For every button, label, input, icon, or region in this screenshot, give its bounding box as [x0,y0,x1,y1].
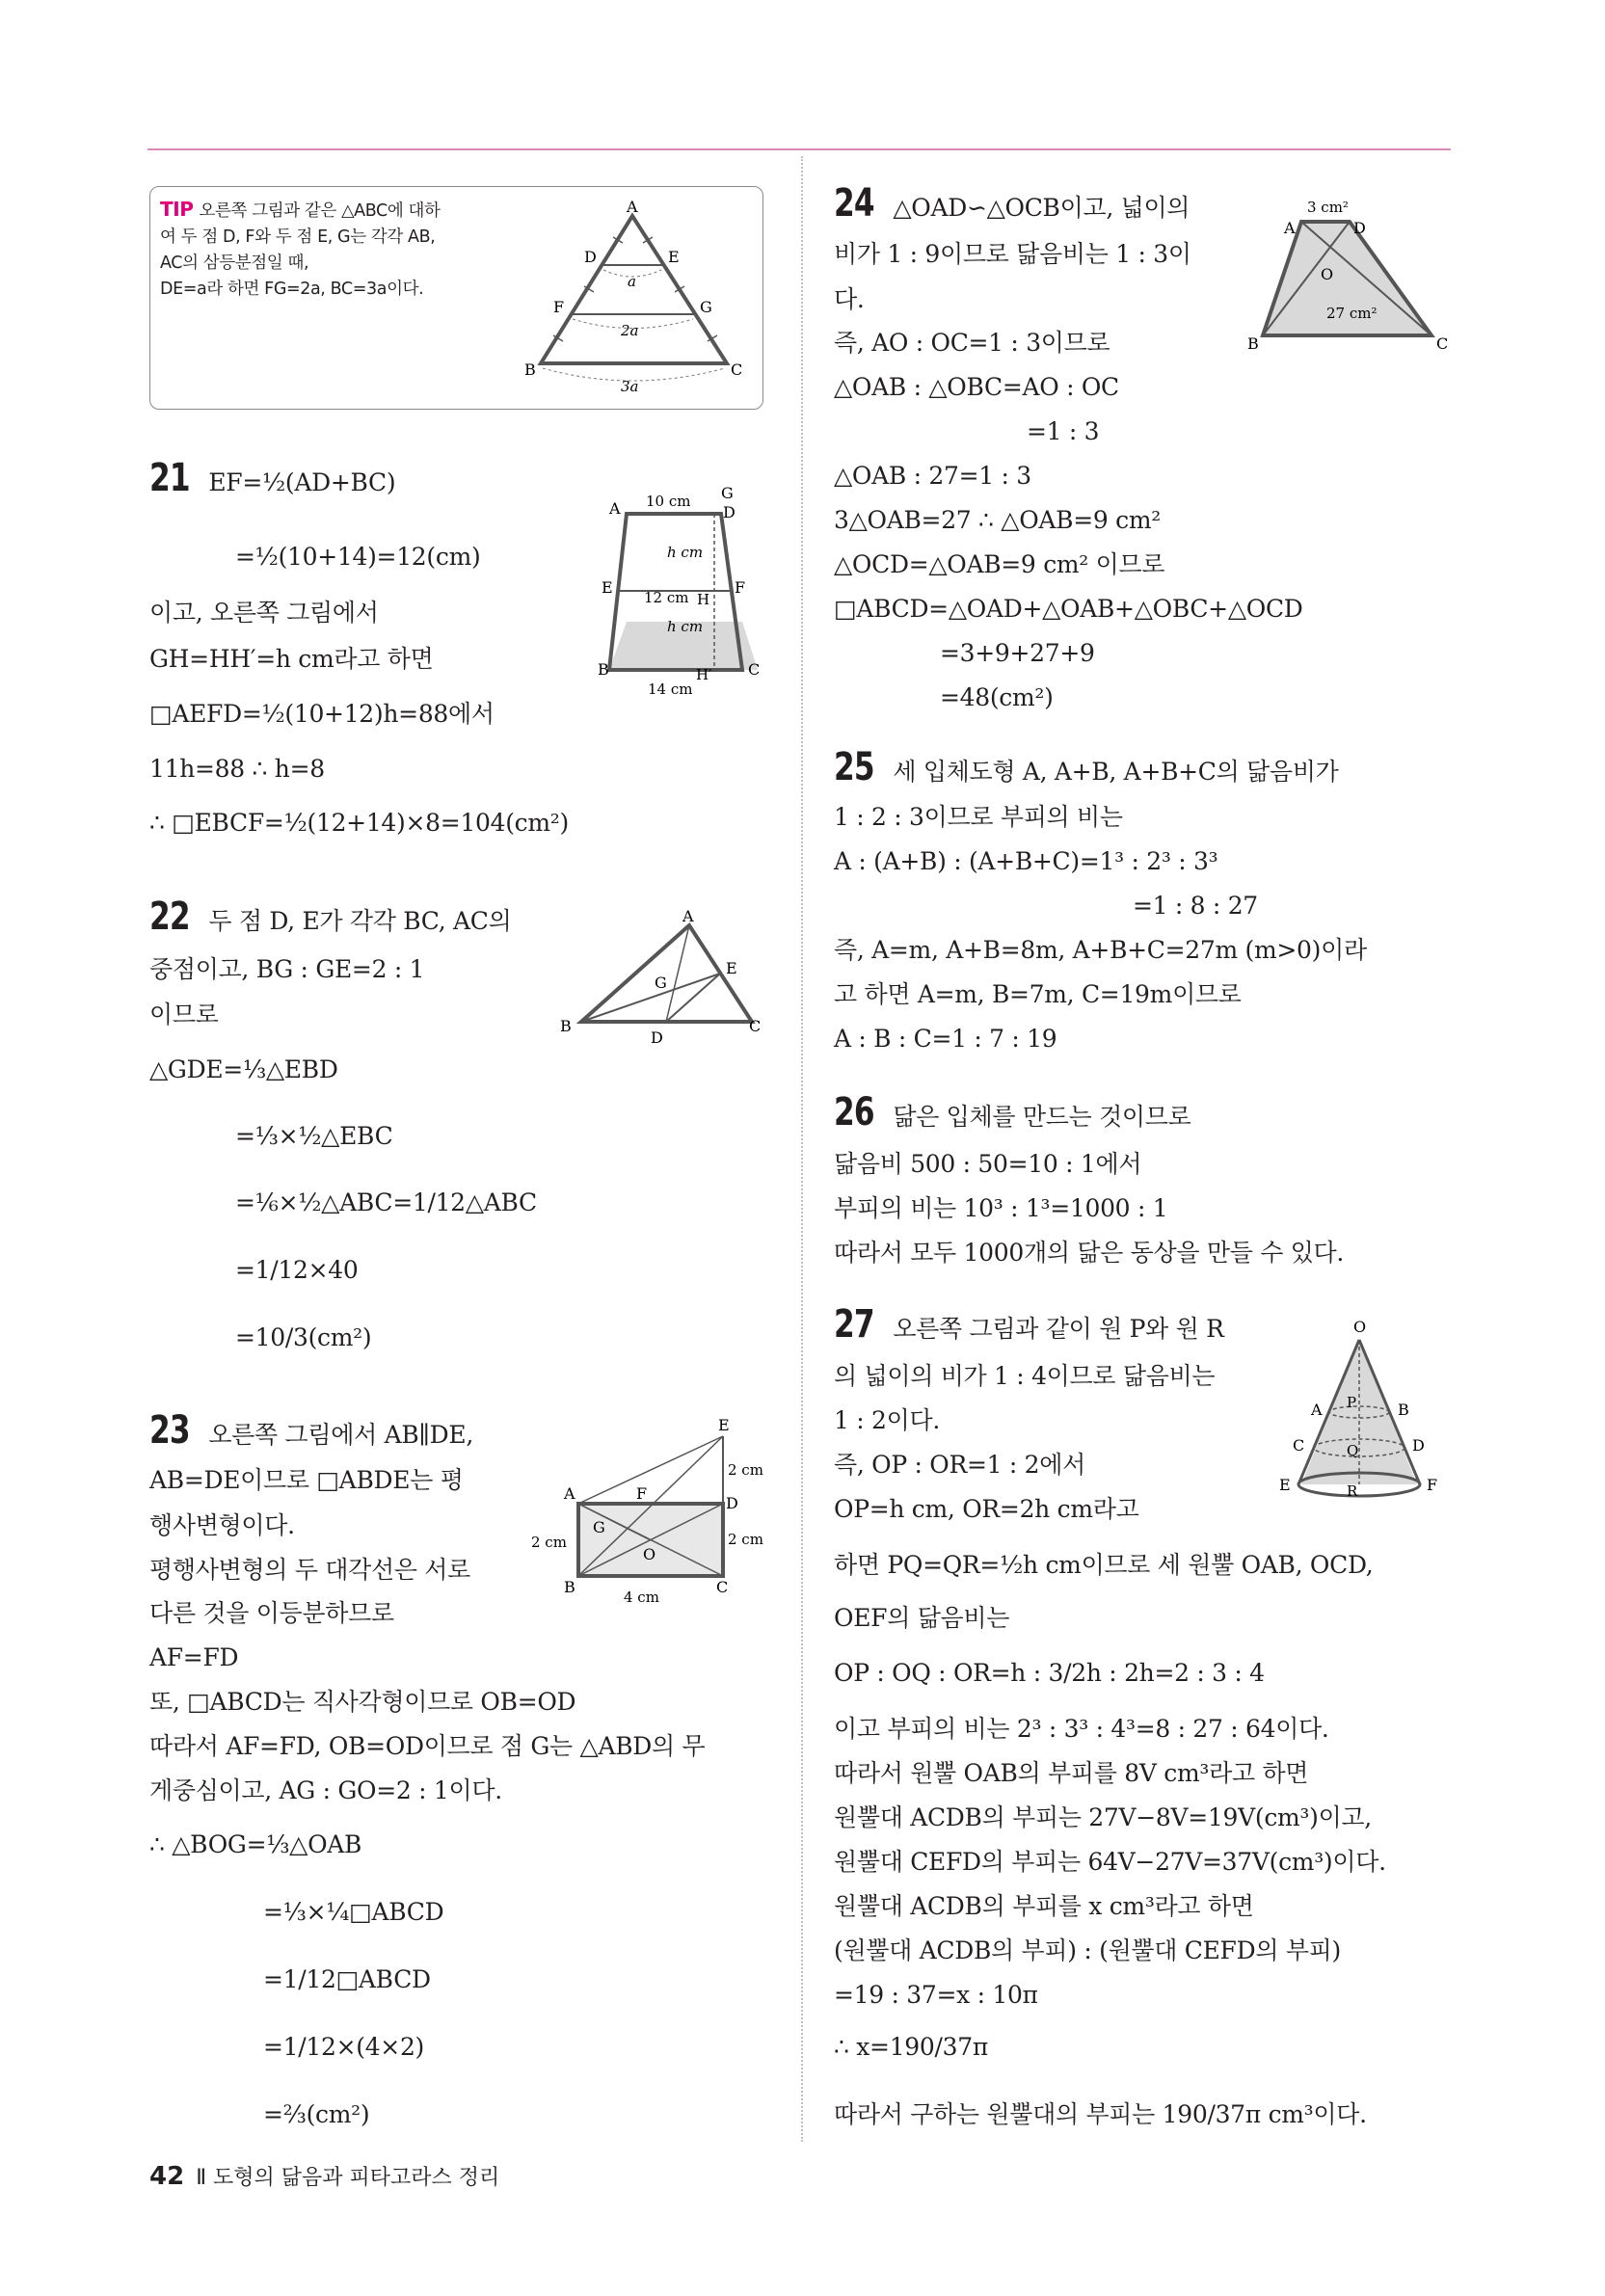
svg-text:4 cm: 4 cm [624,1589,659,1606]
p23-line-10: ∴ △BOG=⅓△OAB [149,1830,362,1858]
svg-text:3 cm²: 3 cm² [1307,199,1349,216]
p27-cone-figure [1258,1311,1460,1513]
p25-line-5: 즉, A=m, A+B=8m, A+B+C=27m (m>0)이라 [834,936,1367,964]
svg-text:h cm: h cm [667,544,704,561]
header-rule [147,148,1451,150]
svg-text:D: D [584,248,597,266]
svg-text:A: A [564,1484,575,1503]
svg-text:G: G [721,484,734,502]
p22-triangle-figure [554,906,776,1046]
p27-line-11: 원뿔대 ACDB의 부피는 27V−8V=19V(cm³)이고, [834,1803,1372,1831]
tip-line-3: AC의 삼등분점일 때, [160,254,309,273]
svg-text:C: C [1293,1436,1305,1455]
p26-line-1: 26 닮은 입체를 만드는 것이므로 [834,1090,1191,1135]
p24-line-6: =1 : 3 [1027,417,1100,445]
svg-text:B: B [1247,334,1259,353]
svg-text:O: O [1353,1318,1367,1336]
p21-trapezoid-figure [588,477,781,708]
svg-text:C: C [1436,334,1449,353]
svg-text:B: B [1398,1401,1409,1419]
svg-text:D: D [651,1028,663,1046]
svg-text:a: a [628,273,636,290]
svg-text:E: E [602,578,613,597]
svg-text:A: A [1284,219,1296,237]
p27-line-16: ∴ x=190/37π [834,2033,988,2061]
p24-line-9: △OCD=△OAB=9 cm² 이므로 [834,550,1165,578]
p24-line-10: □ABCD=△OAD+△OAB+△OBC+△OCD [834,595,1303,623]
p24-line-5: △OAB : △OBC=AO : OC [834,373,1119,401]
svg-text:E: E [1279,1476,1291,1494]
p22-line-1: 22 두 점 D, E가 각각 BC, AC의 [149,894,512,939]
svg-text:B: B [524,360,536,379]
svg-text:A: A [682,907,694,925]
problem-number-25: 25 [834,745,874,789]
p24-line-12: =48(cm²) [940,683,1054,711]
svg-text:D: D [1353,219,1366,237]
p23-line-6: AF=FD [149,1643,239,1671]
svg-text:12 cm: 12 cm [644,589,689,606]
svg-text:F: F [553,298,565,316]
svg-text:R: R [1347,1482,1358,1500]
problem-number-23: 23 [149,1408,190,1453]
svg-text:D: D [726,1494,738,1512]
problem-number-22: 22 [149,894,190,939]
problem-number-27: 27 [834,1302,874,1347]
p21-line-3: 이고, 오른쪽 그림에서 [149,599,379,627]
p27-line-3: 1 : 2이다. [834,1406,940,1434]
svg-text:C: C [748,660,761,679]
svg-text:F: F [636,1484,648,1503]
problem-number-24: 24 [834,181,874,226]
svg-text:A: A [627,198,638,216]
p27-line-15: =19 : 37=x : 10π [834,1981,1038,2009]
problem-number-26: 26 [834,1090,874,1135]
p25-line-6: 고 하면 A=m, B=7m, C=19m이므로 [834,980,1242,1008]
p23-line-5: 다른 것을 이등분하므로 [149,1599,394,1627]
p21-line-1: 21 EF=½(AD+BC) [149,456,396,500]
p23-line-14: =⅔(cm²) [263,2100,370,2128]
p24-line-7: △OAB : 27=1 : 3 [834,462,1031,490]
svg-text:E: E [718,1417,730,1434]
svg-text:Q: Q [1347,1442,1359,1459]
p22-line-5: =⅓×½△EBC [235,1122,393,1150]
svg-text:B: B [564,1578,575,1596]
p25-line-3: A : (A+B) : (A+B+C)=1³ : 2³ : 3³ [834,847,1218,875]
p25-line-7: A : B : C=1 : 7 : 19 [834,1025,1057,1053]
svg-text:A: A [1311,1401,1323,1419]
column-divider [801,156,803,2142]
p27-line-14: (원뿔대 ACDB의 부피) : (원뿔대 CEFD의 부피) [834,1936,1341,1964]
svg-text:2 cm: 2 cm [728,1531,763,1548]
p27-line-10: 따라서 원뿔 OAB의 부피를 8V cm³라고 하면 [834,1759,1309,1787]
p24-line-2: 비가 1 : 9이므로 닮음비는 1 : 3이 [834,240,1191,268]
p22-line-6: =⅙×½△ABC=1/12△ABC [235,1188,537,1216]
svg-text:C: C [749,1017,762,1035]
p22-line-8: =10/3(cm²) [235,1323,372,1351]
p23-line-8: 따라서 AF=FD, OB=OD이므로 점 G는 △ABD의 무 [149,1732,706,1760]
p21-line-2: =½(10+14)=12(cm) [235,543,481,571]
p23-line-9: 게중심이고, AG : GO=2 : 1이다. [149,1776,502,1804]
tip-box [149,186,763,410]
svg-text:E: E [726,959,737,977]
svg-text:2 cm: 2 cm [728,1461,763,1479]
p23-line-11: =⅓×¼□ABCD [263,1898,444,1926]
p27-line-4: 즉, OP : OR=1 : 2에서 [834,1451,1085,1479]
svg-text:P: P [1347,1394,1357,1411]
p26-line-3: 부피의 비는 10³ : 1³=1000 : 1 [834,1194,1168,1222]
svg-text:D: D [723,503,736,521]
p21-line-7: ∴ □EBCF=½(12+14)×8=104(cm²) [149,809,569,837]
p21-line-6: 11h=88 ∴ h=8 [149,755,325,783]
p22-line-2: 중점이고, BG : GE=2 : 1 [149,955,425,983]
p27-line-6: 하면 PQ=QR=½h cm이므로 세 원뿔 OAB, OCD, [834,1551,1374,1579]
p27-line-7: OEF의 닮음비는 [834,1604,1010,1632]
svg-text:D: D [1412,1436,1425,1455]
tip-triangle-figure [517,195,748,402]
p26-line-2: 닮음비 500 : 50=10 : 1에서 [834,1150,1142,1178]
p24-line-11: =3+9+27+9 [940,639,1095,667]
p22-line-3: 이므로 [149,1001,219,1028]
p23-line-13: =1/12×(4×2) [263,2033,425,2061]
svg-text:h cm: h cm [667,618,704,635]
p27-line-9: 이고 부피의 비는 2³ : 3³ : 4³=8 : 27 : 64이다. [834,1715,1329,1743]
p23-line-7: 또, □ABCD는 직사각형이므로 OB=OD [149,1688,576,1716]
svg-text:O: O [643,1545,656,1563]
svg-text:27 cm²: 27 cm² [1326,305,1378,322]
svg-text:B: B [560,1017,572,1035]
p24-line-1: 24 △OAD∽△OCB이고, 넓이의 [834,181,1190,226]
tip-line-2: 여 두 점 D, F와 두 점 E, G는 각각 AB, [160,227,436,247]
p21-line-5: □AEFD=½(10+12)h=88에서 [149,700,495,728]
tip-text [160,197,546,303]
tip-badge: TIP [160,198,194,221]
svg-text:H′: H′ [696,666,712,683]
svg-text:14 cm: 14 cm [648,681,693,698]
p24-trapezoid-figure [1244,193,1460,361]
svg-text:C: C [716,1578,729,1596]
tip-line-4: DE=a라 하면 FG=2a, BC=3a이다. [160,280,424,299]
svg-text:G: G [700,298,712,316]
tip-line-1: 오른쪽 그림과 같은 △ABC에 대하 [199,201,441,221]
p27-line-5: OP=h cm, OR=2h cm라고 [834,1495,1139,1523]
p24-line-8: 3△OAB=27 ∴ △OAB=9 cm² [834,506,1161,534]
p27-line-8: OP : OQ : OR=h : 3/2h : 2h=2 : 3 : 4 [834,1659,1265,1687]
svg-text:B: B [598,660,609,679]
p23-rectangle-figure [525,1417,776,1619]
p25-line-4: =1 : 8 : 27 [1133,892,1258,920]
page-footer [149,2161,499,2191]
p23-line-1: 23 오른쪽 그림에서 AB∥DE, [149,1408,473,1453]
svg-text:C: C [731,360,743,379]
p25-line-2: 1 : 2 : 3이므로 부피의 비는 [834,803,1123,831]
svg-text:2 cm: 2 cm [531,1534,567,1551]
svg-text:G: G [593,1518,605,1536]
svg-text:2a: 2a [621,322,639,339]
svg-text:G: G [655,974,667,992]
p27-line-13: 원뿔대 ACDB의 부피를 x cm³라고 하면 [834,1892,1254,1920]
p27-line-17: 따라서 구하는 원뿔대의 부피는 190/37π cm³이다. [834,2100,1367,2128]
chapter-title: Ⅱ 도형의 닮음과 피타고라스 정리 [196,2166,500,2190]
problem-number-21: 21 [149,456,190,500]
svg-text:F: F [1427,1476,1438,1494]
p23-line-2: AB=DE이므로 □ABDE는 평 [149,1466,464,1494]
p23-line-4: 평행사변형의 두 대각선은 서로 [149,1556,470,1584]
p23-line-12: =1/12□ABCD [263,1965,431,1993]
p24-line-3: 다. [834,285,865,313]
p26-line-4: 따라서 모두 1000개의 닮은 동상을 만들 수 있다. [834,1239,1345,1267]
p24-line-4: 즉, AO : OC=1 : 3이므로 [834,329,1110,357]
p23-line-3: 행사변형이다. [149,1511,295,1539]
svg-text:O: O [1321,265,1334,283]
p27-line-1: 27 오른쪽 그림과 같이 원 P와 원 R [834,1302,1224,1347]
p27-line-12: 원뿔대 CEFD의 부피는 64V−27V=37V(cm³)이다. [834,1848,1386,1876]
p22-line-7: =1/12×40 [235,1256,359,1284]
p27-line-2: 의 넓이의 비가 1 : 4이므로 닮음비는 [834,1362,1216,1390]
svg-text:3a: 3a [621,378,639,395]
p21-line-4: GH=HH′=h cm라고 하면 [149,645,434,673]
svg-text:H: H [697,591,710,608]
svg-text:E: E [668,248,680,266]
svg-text:F: F [735,578,746,597]
p22-line-4: △GDE=⅓△EBD [149,1055,338,1083]
p25-line-1: 25 세 입체도형 A, A+B, A+B+C의 닮음비가 [834,745,1339,789]
page-number: 42 [149,2162,185,2191]
svg-text:10 cm: 10 cm [646,493,691,510]
svg-text:A: A [609,499,621,518]
